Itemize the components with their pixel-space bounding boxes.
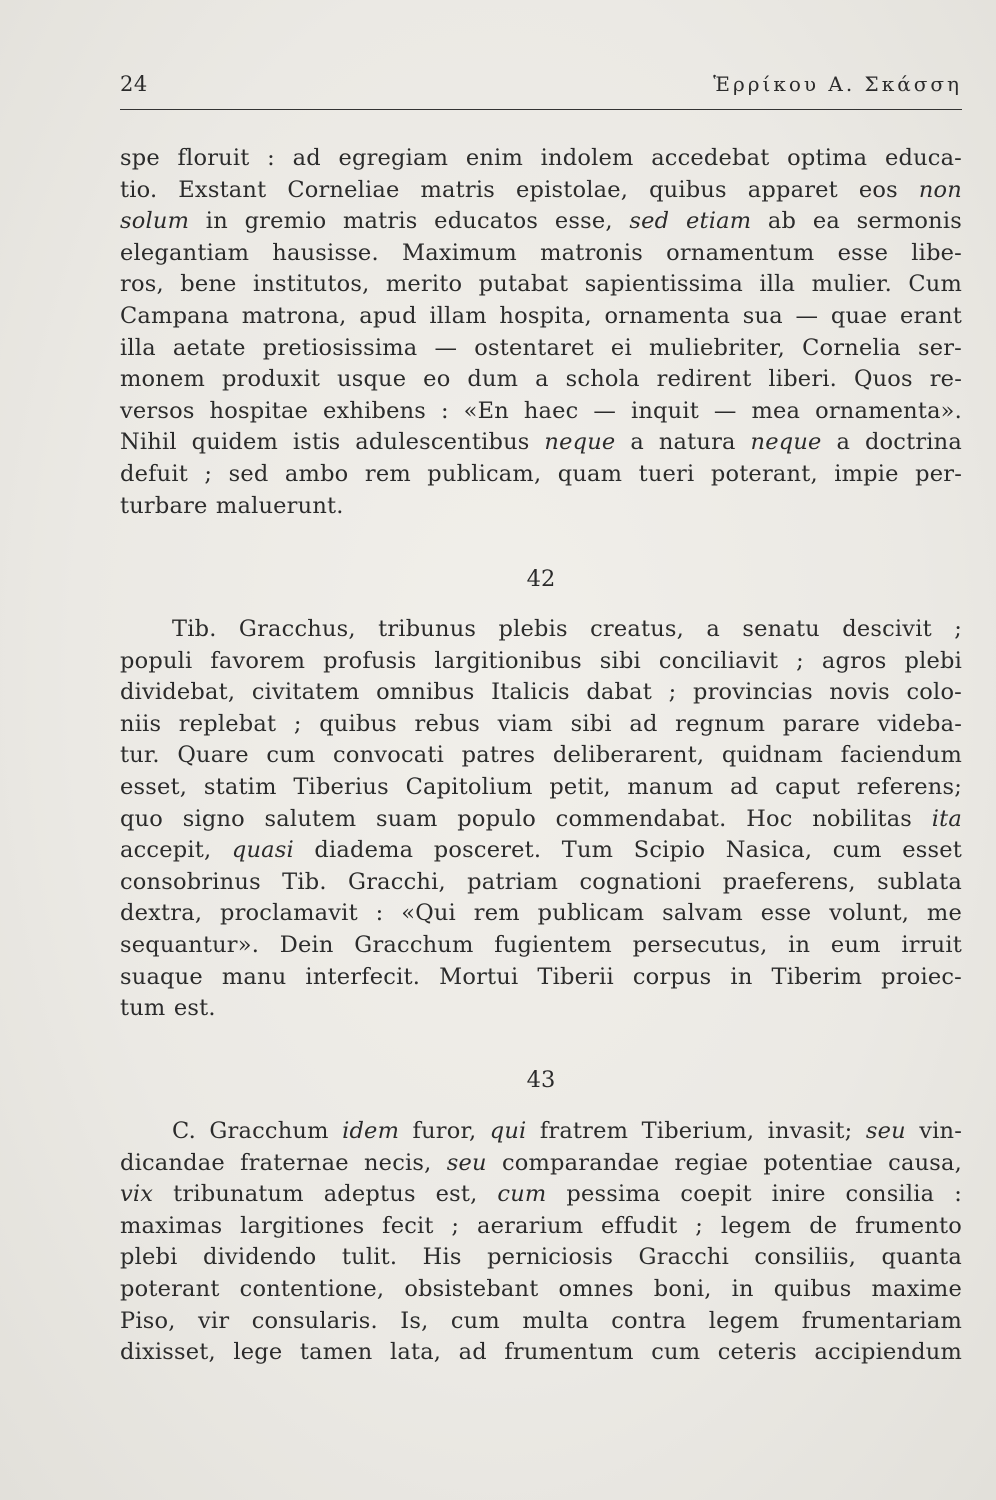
text-line: Campana matrona, apud illam hospita, ornamenta sua — quae erant	[120, 302, 962, 329]
text-line: illa aetate pretiosissima — ostentaret ei muliebriter, Cornelia ser-	[120, 334, 962, 361]
text-line: turbare maluerunt.	[120, 492, 344, 519]
text-line: poterant contentione, obsistebant omnes boni, in quibus maxime	[120, 1275, 962, 1302]
section-number-42: 42	[526, 566, 556, 592]
text-line: tur. Quare cum convocati patres deliberarent, quidnam faciendum	[120, 742, 962, 769]
text-line: quo signo salutem suam populo commendabat. Hoc nobilitas ita	[120, 805, 962, 832]
text-line: vix tribunatum adeptus est, cum pessima coepit inire consilia :	[120, 1181, 962, 1208]
text-line: esset, statim Tiberius Capitolium petit, manum ad caput referens;	[120, 773, 962, 800]
text-line: Nihil quidem istis adulescentibus neque a natura neque a doctrina	[120, 429, 962, 456]
page-header	[120, 72, 962, 102]
text-line: populi favorem profusis largitionibus sibi conciliavit ; agros plebi	[120, 647, 962, 674]
page-number: 24	[120, 72, 148, 96]
text-line: accepit, quasi diadema posceret. Tum Scipio Nasica, cum esset	[120, 837, 962, 864]
text-line: defuit ; sed ambo rem publicam, quam tueri poterant, impie per-	[120, 460, 962, 487]
text-line: plebi dividendo tulit. His perniciosis Gracchi consiliis, quanta	[120, 1244, 962, 1271]
text-line: consobrinus Tib. Gracchi, patriam cognationi praeferens, sublata	[120, 868, 962, 895]
text-line: Tib. Gracchus, tribunus plebis creatus, a senatu descivit ;	[172, 616, 962, 642]
text-line: suaque manu interfecit. Mortui Tiberii corpus in Tiberim proiec-	[120, 963, 962, 990]
text-line: dixisset, lege tamen lata, ad frumentum cum ceteris accipiendum	[120, 1339, 962, 1366]
running-head: Ἑρρίκου Α. Σκάσση	[713, 72, 962, 96]
text-line: tum est.	[120, 995, 216, 1022]
text-line: Piso, vir consularis. Is, cum multa contra legem frumentariam	[120, 1307, 962, 1334]
text-line: elegantiam hausisse. Maximum matronis ornamentum esse libe-	[120, 239, 962, 266]
header-rule	[120, 109, 962, 110]
text-line: maximas largitiones fecit ; aerarium effudit ; legem de frumento	[120, 1212, 962, 1239]
paragraph-1	[120, 143, 962, 522]
text-line: sequantur». Dein Gracchum fugientem persecutus, in eum irruit	[120, 931, 962, 958]
section-number-43: 43	[526, 1067, 556, 1093]
text-line: dextra, proclamavit : «Qui rem publicam salvam esse volunt, me	[120, 900, 962, 927]
text-line: C. Gracchum idem furor, qui fratrem Tiberium, invasit; seu vin-	[172, 1118, 963, 1144]
text-line: ros, bene institutos, merito putabat sapientissima illa mulier. Cum	[120, 271, 962, 298]
text-line: spe floruit : ad egregiam enim indolem accedebat optima educa-	[120, 145, 962, 171]
text-line: niis replebat ; quibus rebus viam sibi ad regnum parare videba-	[120, 710, 962, 737]
text-line: dicandae fraternae necis, seu comparandae regiae potentiae causa,	[120, 1149, 963, 1176]
text-line: monem produxit usque eo dum a schola redirent liberi. Quos re-	[120, 366, 962, 393]
text-line: versos hospitae exhibens : «En haec — inquit — mea ornamenta».	[120, 397, 962, 424]
text-line: tio. Exstant Corneliae matris epistolae, quibus apparet eos non	[120, 176, 962, 203]
text-line: solum in gremio matris educatos esse, sed etiam ab ea sermonis	[120, 208, 962, 235]
paragraph-2	[120, 614, 962, 1025]
text-line: dividebat, civitatem omnibus Italicis dabat ; provincias novis colo-	[120, 679, 962, 706]
paragraph-3	[120, 1116, 962, 1369]
